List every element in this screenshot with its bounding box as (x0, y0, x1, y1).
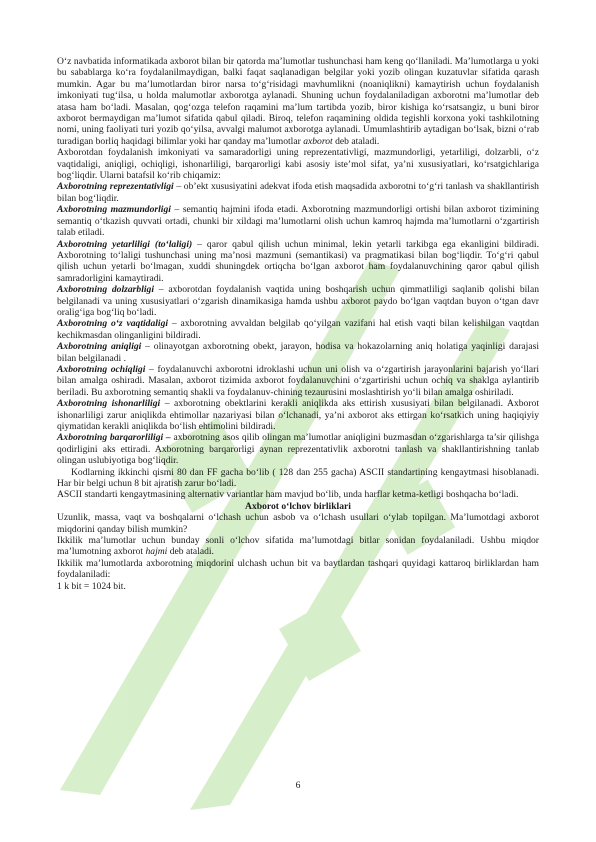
emphasized-word: hajmi (145, 546, 168, 558)
term-label: Axborotning o‘z vaqtidaligi (57, 318, 169, 330)
ascii-extension-paragraph: Kodlarning ikkinchi qismi 80 dan FF gacha bo‘lib ( 128 dan 255 gacha) ASCII standartining kengaytmasi hisoblanadi. Har bir belgi uchun 8 bit ajratish zarur bo‘ladi. (57, 466, 539, 490)
property-content (57, 204, 539, 238)
term-label: Axborotning mazmundorligi (57, 204, 171, 216)
term-description: – qaror qabul qilish uchun minimal, lekin yetarli tarkibga ega ekanligini bildiradi. Axborotning to‘laligi tushunchasi uning ma’nosi mazmuni (semantikasi) va pragmatikasi bilan bog‘liqdir. To‘g‘ri qabul qilish uchun yetarli bo‘lmagan, xuddi shuningdek ortiqcha bo‘lgan axborot ham foydalanuvchining qaror qabul qilish samradorligini kamaytiradi. (57, 238, 540, 284)
measurement-paragraph-2 (57, 535, 539, 558)
term-label: Axborotning ishonarliligi (57, 398, 161, 410)
term-label: Axborotning dolzarbligi (57, 284, 155, 296)
property-sufficiency (57, 239, 539, 285)
measurement-text: deb ataladi. (167, 546, 214, 558)
property-reliability (57, 398, 539, 432)
emphasized-word: axborot (303, 135, 333, 147)
property-stability (57, 432, 539, 466)
properties-intro-paragraph: Axborotdan foydalanish imkoniyati va samaradorligi uning reprezentativligi, mazmundorligi, yetarliligi, dolzarbli, o‘z vaqtidaligi, aniqligi, ochiqligi, ishonarliligi, barqarorligi kabi asosiy iste’mol sifat, ya’ni xususiyatlari, ko‘rsatgichlariga bog‘liqdir. Ularni batafsil ko‘rib chiqamiz: (57, 147, 539, 182)
term-label: Axborotning aniqligi (57, 341, 142, 353)
term-label: Axborotning yetarliligi (to‘laligi) (57, 238, 193, 250)
term-description: – axborotning avvaldan belgilab qo‘yilgan vazifani hal etish vaqti bilan kelishilgan vaqtdan kechikmasdan olinganligini bildiradi. (57, 318, 540, 341)
term-description: – foydalanuvchi axborotni idroklashi uchun uni olish va o‘zgartirish jarayonlarini bajarish yo‘llari bilan amalga oshiradi. Masalan, axborot tizimida axborot foydalanuvchini o‘zgartirishi uchun ochiq va shaklga aylantirib beriladi. Bu axborotning semantiq shakli va foydalanuv-chining tezaurusini moslashtirish yo‘li bilan amalga oshiriladi. (57, 363, 540, 398)
measurement-formula: 1 k bit = 1024 bit. (57, 580, 126, 592)
measurement-paragraph-1: Uzunlik, massa, vaqt va boshqalarni o‘lchash uchun asbob va o‘lchash usullari o‘ylab topilgan. Ma’lumotdagi axborot miqdorini qanday bilish mumkin? (57, 512, 539, 535)
term-description: – ob’ekt xususiyatini adekvat ifoda etish maqsadida axborotni to‘g‘ri tanlash va shakllantirish bilan bog‘liqdir. (57, 181, 539, 204)
property-accuracy (57, 341, 539, 364)
measurement-paragraph-3: Ikkilik ma’lumotlarda axborotning miqdorini ulchash uchun bit va baytlardan tashqari quyidagi kattaroq birliklardan ham foydalaniladi: (57, 557, 539, 581)
term-label: Axborotning reprezentativligi (57, 181, 174, 193)
term-label: Axborotning ochiqligi (57, 363, 146, 375)
property-relevance (57, 284, 539, 318)
term-description: – axborotdan foydalanish vaqtida uning boshqarish uchun qimmatliligi saqlanib qolishi bilan belgilanadi va uning xususiyatlari o‘zgarish dinamikasiga hamda ushbu axborot paydo bo‘lgan vaqtdan buyon o‘tgan davr oralig‘iga bog‘liq bo‘ladi. (57, 284, 539, 318)
property-openness (57, 364, 539, 398)
term-description: – olinayotgan axborotning obekt, jarayon, hodisa va hokazolarning aniq holatiga yaqinligi darajasi bilan belgilanadi . (57, 341, 540, 364)
intro-text: O‘z navbatida informatikada axborot bilan bir qatorda ma’lumotlar tushunchasi ham keng qo‘llaniladi. Ma’lumotlarga u yoki bu sabablarga ko‘ra foydalanilmaydigan, balki faqat saqlanadigan belgilar yoki yozib olingan kuzatuvlar sifatida qarash mumkin. Agar bu ma’lumotlardan biror narsa to‘g‘risidagi mavhumlikni (noaniqlikni) kamaytirish uchun foydalanish imkoniyati tug‘ilsa, u holda malumotlar axborotga aylanadi. Shuning uchun foydalaniladigan axborotni ma’lumotlar deb atasa ham bo‘ladi. Masalan, qog‘ozga telefon raqamini ma’lum tartibda yozib, biror kishiga ko‘rsatsangiz, u buni biror axborot bermaydigan ma’lumot sifatida qabul qiladi. Biroq, telefon raqamining oldida tegishli korxona yoki tashkilotning nomi, uning faoliyati turi yozib qo‘yilsa, avvalgi malumot axborotga aylanadi. Umumlashtirib aytadigan bo‘lsak, bizni o‘rab turadigan borliq haqidagi bilimlar yoki har qanday ma’lumotlar axborot deb ataladi. (57, 56, 539, 147)
term-description: axborotning asos qilib olingan ma’lumotlar aniqligini buzmasdan o‘zgarishlarga ta’sir qilishga qodirligini aks ettiradi. Axborotning barqarorligi aynan reprezentativlik axborotni tanlash va shakllantirishning tanlab olingan uslubiyotiga bog‘liqdir. (57, 432, 539, 467)
term-description: – axborotning obektlarini kerakli aniqlikda aks ettirish xususiyati bilan belgilanadi. Axborot ishonarliligi zarur aniqlikda ehtimollar nazariyasi bilan o‘lchanadi, ya’ni axborot aks ettirgan ko‘rsatkich uning haqiqiyiy qiymatidan kerakli aniqlikda bo‘lish ehtimolini bildiradi. (57, 398, 539, 432)
property-representativeness (57, 181, 539, 204)
section-heading: Axborot o‘lchov birliklari (245, 500, 351, 512)
term-description: – semantiq hajmini ifoda etadi. Axborotning mazmundorligi ortishi bilan axborot tizimining semantiq o‘tkazish quvvati ortadi, chunki bir xildagi ma’lumotlarni olish uchun kamroq hajmda ma’lumotlarni o‘zgartirish talab etiladi. (57, 204, 540, 239)
property-timeliness (57, 318, 539, 341)
term-label: Axborotning barqarorliligi – (57, 432, 171, 444)
measurement-text: Ikkilik ma’lumotlar uchun bunday sonli o‘lchov sifatida ma’lumotdagi bitlar sonidan foydalaniladi. Ushbu miqdor ma’lumotning axborot (57, 535, 539, 558)
document-body (57, 56, 539, 592)
ascii-alternatives-paragraph: ASCII standarti kengaytmasining alternativ variantlar ham mavjud bo‘lib, unda harflar ketma-ketligi boshqacha bo‘ladi. (57, 489, 519, 501)
intro-paragraph (57, 56, 539, 147)
page-number: 6 (295, 780, 301, 791)
